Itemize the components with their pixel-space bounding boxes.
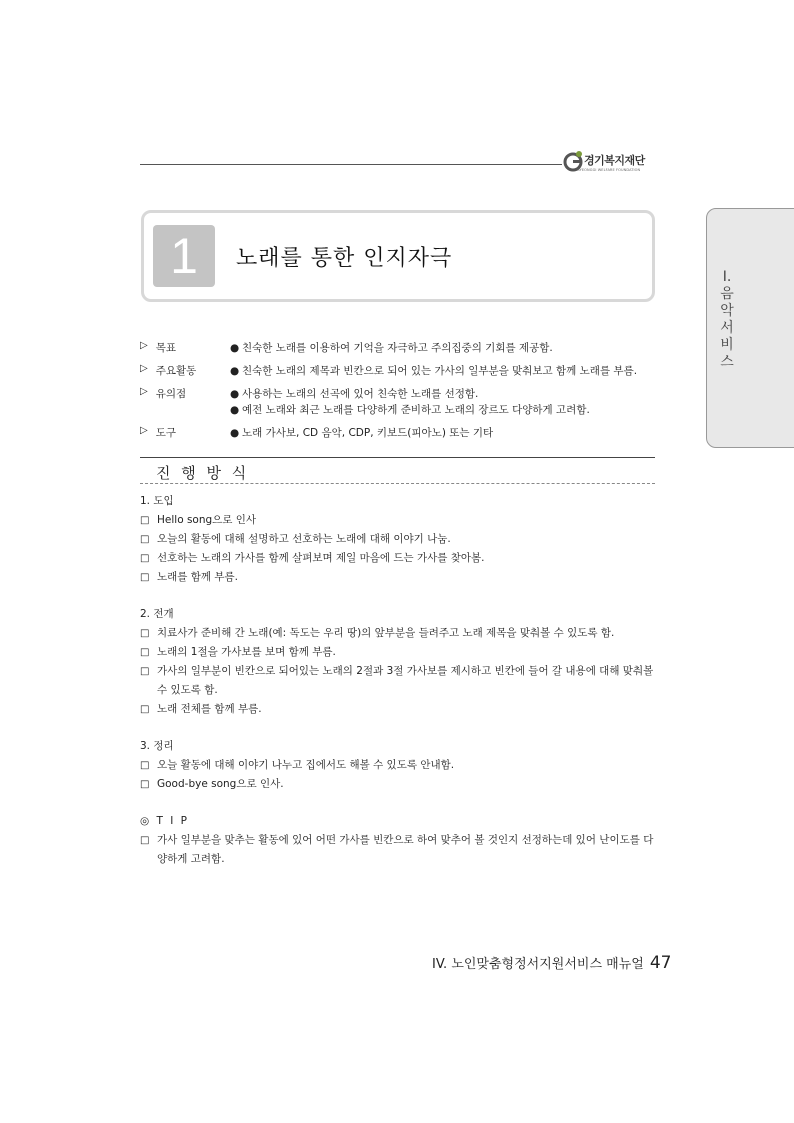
list-item-text: 노래를 함께 부름. [157, 571, 239, 583]
list-item-text: 오늘의 활동에 대해 설명하고 선호하는 노래에 대해 이야기 나눔. [157, 533, 451, 545]
bullet-icon: ● [230, 404, 240, 416]
info-item: 사용하는 노래의 선곡에 있어 친숙한 노래를 선정함. [242, 388, 479, 400]
checkbox-square-icon: □ [140, 704, 150, 715]
list-item [140, 568, 660, 587]
checkbox-square-icon: □ [140, 572, 150, 583]
procedure [140, 492, 660, 887]
checkbox-square-icon: □ [140, 515, 150, 526]
step-heading: 2. 전개 [140, 608, 174, 620]
section-title: 진 행 방 식 [156, 464, 250, 482]
checkbox-square-icon: □ [140, 835, 150, 846]
bullet-icon: ● [230, 388, 240, 400]
list-item-text: 선호하는 노래의 가사를 함께 살펴보며 제일 마음에 드는 가사를 찾아봄. [157, 552, 485, 564]
org-subtitle: GYEONGGI WELFARE FOUNDATION [577, 168, 641, 172]
checkbox-square-icon: □ [140, 666, 150, 677]
step-wrapup [140, 737, 660, 794]
info-label: 도구 [155, 427, 176, 439]
checkbox-square-icon: □ [140, 534, 150, 545]
checkbox-square-icon: □ [140, 760, 150, 771]
list-item-text: 오늘 활동에 대해 이야기 나누고 집에서도 해볼 수 있도록 안내함. [157, 759, 455, 771]
step-heading: 3. 정리 [140, 740, 174, 752]
list-item [140, 662, 660, 700]
page-number: 47 [649, 953, 672, 973]
info-label: 주요활동 [155, 365, 197, 377]
info-item: 노래 가사보, CD 음악, CDP, 키보드(피아노) 또는 기타 [242, 427, 494, 439]
chapter-side-tab [706, 208, 794, 448]
checkbox-square-icon: □ [140, 779, 150, 790]
tip-heading: ◎ T I P [140, 815, 190, 827]
info-label: 목표 [155, 342, 176, 354]
title-box [141, 210, 655, 302]
info-item: 친숙한 노래를 이용하여 기억을 자극하고 주의집중의 기회를 제공함. [242, 342, 553, 354]
org-name: 경기복지재단 [584, 154, 645, 167]
info-item: 예전 노래와 최근 노래를 다양하게 준비하고 노래의 장르도 다양하게 고려함. [242, 404, 590, 416]
page-footer [432, 953, 671, 973]
checkbox-square-icon: □ [140, 553, 150, 564]
list-item [140, 643, 660, 662]
list-item-text: 노래의 1절을 가사보를 보며 함께 부름. [157, 646, 336, 658]
info-row-goal [140, 340, 660, 356]
info-row-activity [140, 363, 660, 379]
list-item [140, 700, 660, 719]
page-title: 노래를 통한 인지자극 [236, 246, 453, 271]
info-row-notes [140, 386, 660, 418]
list-item [140, 549, 660, 568]
list-item-text: 노래 전체를 함께 부름. [157, 703, 262, 715]
list-item-text: Good-bye song으로 인사. [157, 778, 284, 790]
triangle-icon: ▷ [140, 425, 148, 436]
step-intro [140, 492, 660, 587]
list-item [140, 530, 660, 549]
list-item [140, 624, 660, 643]
info-row-tools [140, 425, 660, 441]
chapter-label: Ⅰ. 음 악 서 비 스 [720, 269, 734, 370]
list-item [140, 775, 660, 794]
checkbox-square-icon: □ [140, 647, 150, 658]
triangle-icon: ▷ [140, 340, 148, 351]
section-dashed-rule [140, 483, 655, 484]
list-item-text: 가사 일부분을 맞추는 활동에 있어 어떤 가사를 빈칸으로 하여 맞추어 볼 것인지 선정하는데 있어 난이도를 다양하게 고려함. [157, 834, 654, 865]
list-item [140, 831, 660, 869]
list-item-text: 가사의 일부분이 빈칸으로 되어있는 노래의 2절과 3절 가사보를 제시하고 빈칸에 들어 갈 내용에 대해 맞춰볼 수 있도록 함. [157, 665, 654, 696]
triangle-icon: ▷ [140, 363, 148, 374]
list-item-text: Hello song으로 인사 [157, 514, 257, 526]
section-rule [140, 457, 655, 458]
checkbox-square-icon: □ [140, 628, 150, 639]
triangle-icon: ▷ [140, 386, 148, 397]
bullet-icon: ● [230, 427, 240, 439]
section-number: 1 [153, 225, 215, 287]
step-heading: 1. 도입 [140, 495, 174, 507]
list-item [140, 756, 660, 775]
info-table [140, 340, 660, 448]
header-rule [140, 164, 562, 165]
step-development [140, 605, 660, 719]
list-item [140, 511, 660, 530]
bullet-icon: ● [230, 365, 240, 377]
list-item-text: 치료사가 준비해 간 노래(예: 독도는 우리 땅)의 앞부분을 들려주고 노래 제목을 맞춰볼 수 있도록 함. [157, 627, 615, 639]
info-label: 유의점 [155, 388, 187, 400]
org-logo [562, 149, 662, 177]
tip-block [140, 812, 660, 869]
footer-text: IV. 노인맞춤형정서지원서비스 매뉴얼 [432, 957, 644, 972]
info-item: 친숙한 노래의 제목과 빈칸으로 되어 있는 가사의 일부분을 맞춰보고 함께 노래를 부름. [242, 365, 638, 377]
bullet-icon: ● [230, 342, 240, 354]
